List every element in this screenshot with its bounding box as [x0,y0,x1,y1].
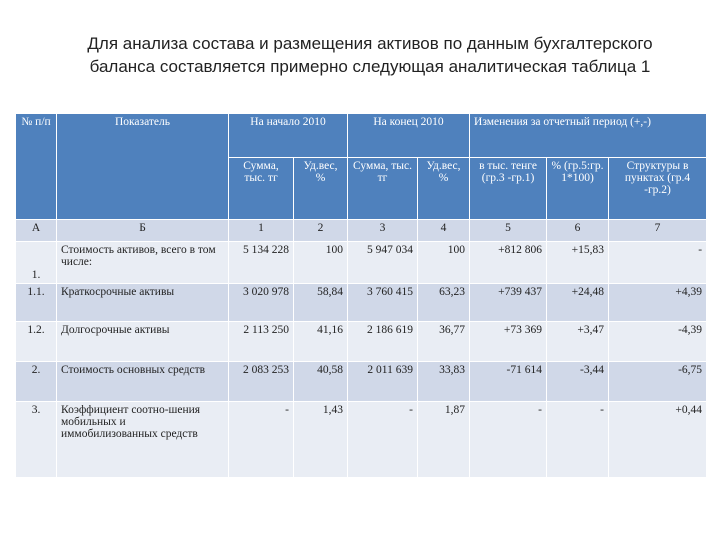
cell-share-start: 1,43 [294,402,348,478]
cell-change-tenge: +739 437 [470,284,547,322]
col-number: 4 [418,220,470,242]
row-name: Стоимость основных средств [57,362,229,402]
table-row [16,242,707,284]
cell-share-start: 58,84 [294,284,348,322]
cell-sum-end: 3 760 415 [348,284,418,322]
col-number: 2 [294,220,348,242]
cell-share-end: 63,23 [418,284,470,322]
col-number: 1 [229,220,294,242]
cell-change-struct: -6,75 [609,362,707,402]
row-number: 1. [16,242,57,284]
row-number: 1.2. [16,322,57,362]
table-row [16,322,707,362]
col-number: Б [57,220,229,242]
cell-share-start: 41,16 [294,322,348,362]
header-change-pct: % (гр.5:гр. 1*100) [547,158,609,220]
cell-sum-start: 3 020 978 [229,284,294,322]
col-number: А [16,220,57,242]
cell-change-struct: +0,44 [609,402,707,478]
cell-share-end: 36,77 [418,322,470,362]
title-line-1: Для анализа состава и размещения активов по данным бухгалтерского [87,34,653,53]
table-row [16,284,707,322]
header-share-start: Уд.вес, % [294,158,348,220]
header-indicator: Показатель [57,114,229,220]
table-row [16,362,707,402]
cell-share-end: 33,83 [418,362,470,402]
cell-sum-end: - [348,402,418,478]
row-number: 3. [16,402,57,478]
header-change-struct: Структуры в пунктах (гр.4 -гр.2) [609,158,707,220]
header-sum-start: Сумма, тыс. тг [229,158,294,220]
cell-change-pct: +3,47 [547,322,609,362]
cell-change-pct: -3,44 [547,362,609,402]
header-start: На начало 2010 [229,114,348,158]
row-number: 1.1. [16,284,57,322]
header-change: Изменения за отчетный период (+,-) [470,114,707,158]
header-end: На конец 2010 [348,114,470,158]
cell-change-pct: +15,83 [547,242,609,284]
row-name: Стоимость активов, всего в том числе: [57,242,229,284]
cell-share-end: 100 [418,242,470,284]
cell-change-tenge: -71 614 [470,362,547,402]
cell-share-start: 40,58 [294,362,348,402]
cell-change-struct: +4,39 [609,284,707,322]
header-sum-end: Сумма, тыс. тг [348,158,418,220]
cell-share-start: 100 [294,242,348,284]
row-name: Краткосрочные активы [57,284,229,322]
cell-change-pct: - [547,402,609,478]
cell-change-tenge: +812 806 [470,242,547,284]
cell-change-struct: -4,39 [609,322,707,362]
header-change-tenge: в тыс. тенге (гр.3 -гр.1) [470,158,547,220]
title-line-2: баланса составляется примерно следующая аналитическая таблица 1 [89,57,651,76]
header-num: № п/п [16,114,57,220]
row-number: 2. [16,362,57,402]
col-number: 6 [547,220,609,242]
cell-sum-start: 2 083 253 [229,362,294,402]
slide-title [40,32,700,78]
table-row [16,402,707,478]
cell-sum-start: 5 134 228 [229,242,294,284]
col-number: 5 [470,220,547,242]
cell-share-end: 1,87 [418,402,470,478]
cell-change-pct: +24,48 [547,284,609,322]
cell-change-tenge: - [470,402,547,478]
assets-analysis-table [15,113,707,478]
header-share-end: Уд.вес, % [418,158,470,220]
col-number: 7 [609,220,707,242]
cell-sum-start: 2 113 250 [229,322,294,362]
row-name: Коэффициент соотно-шения мобильных и иммобилизованных средств [57,402,229,478]
cell-sum-end: 2 186 619 [348,322,418,362]
row-name: Долгосрочные активы [57,322,229,362]
cell-sum-end: 5 947 034 [348,242,418,284]
cell-sum-end: 2 011 639 [348,362,418,402]
col-number: 3 [348,220,418,242]
cell-sum-start: - [229,402,294,478]
cell-change-struct: - [609,242,707,284]
cell-change-tenge: +73 369 [470,322,547,362]
